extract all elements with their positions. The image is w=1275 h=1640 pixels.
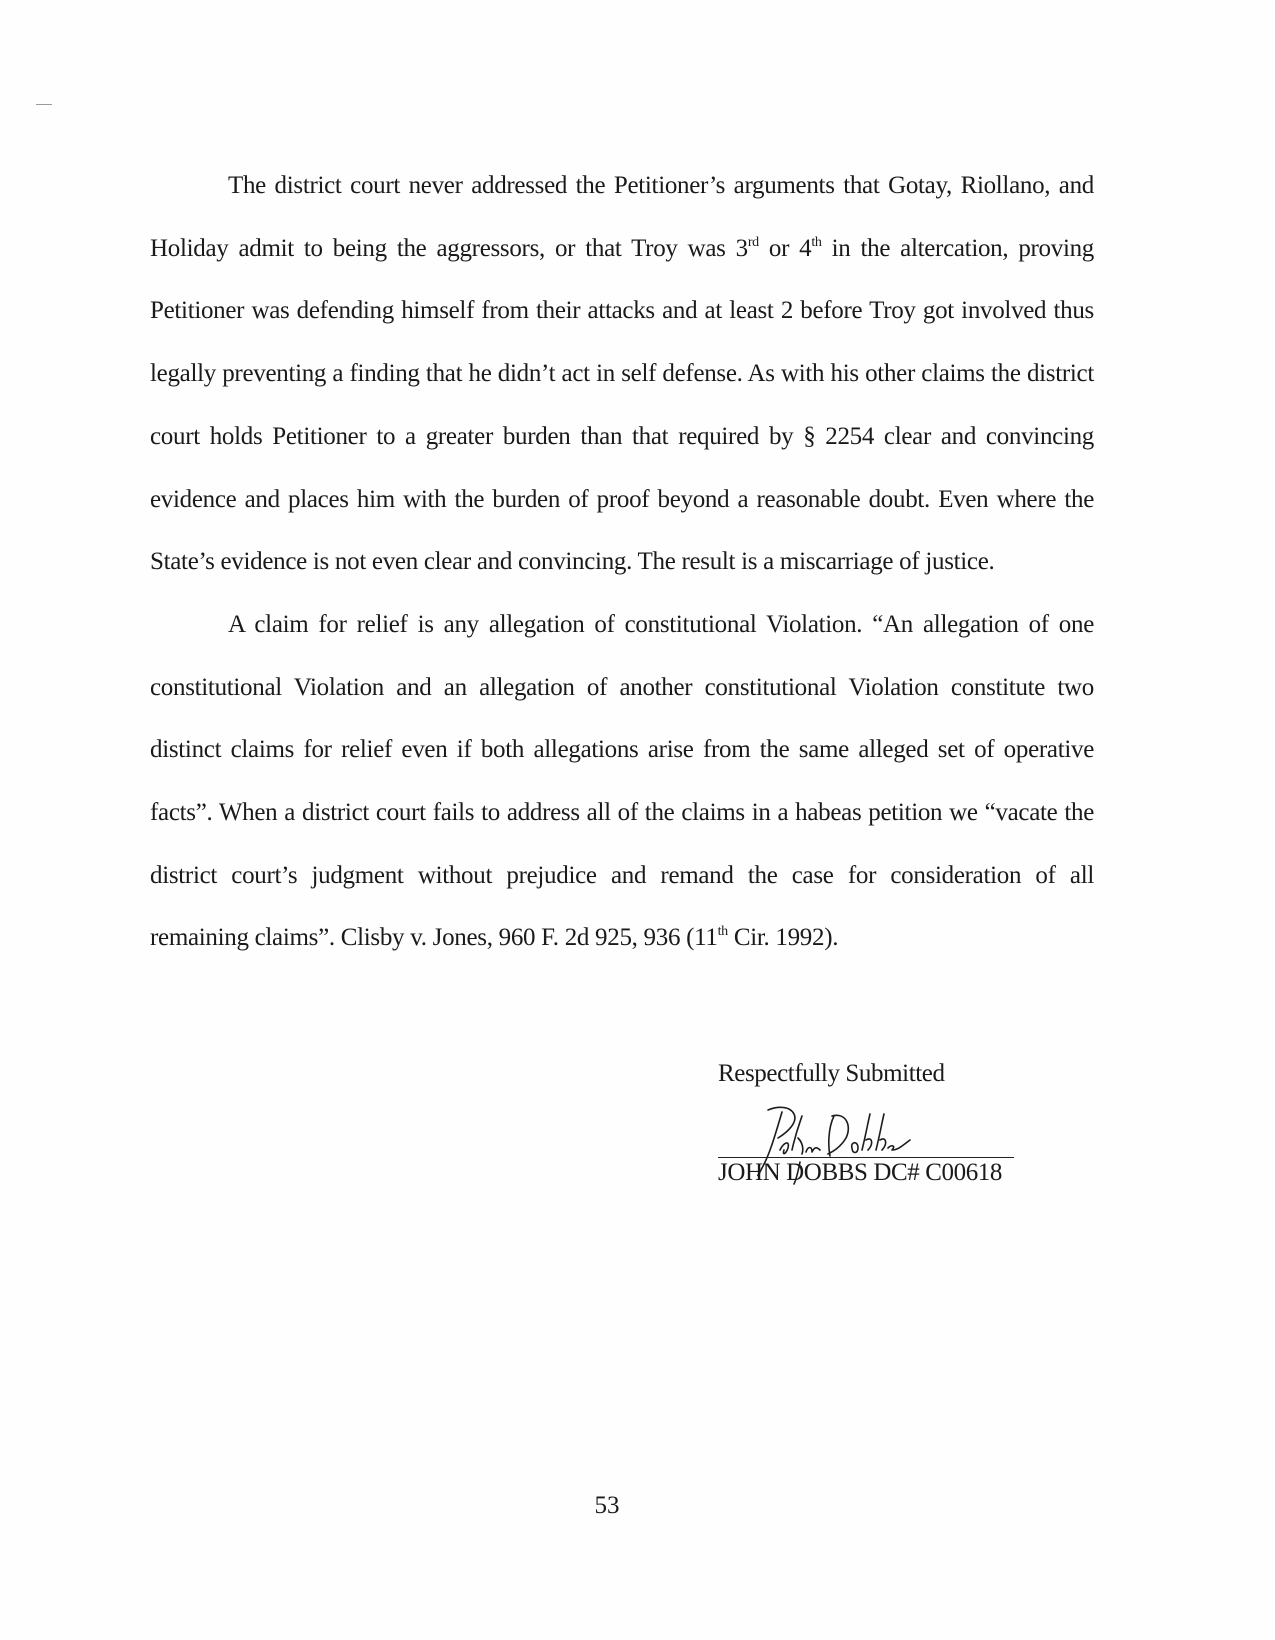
paragraph-text: in the altercation, proving Petitioner was defending himself from their attacks and at least 2 before Troy got involved thus legally preventing a finding that he didn’t act in self defense. As with his other claims the district court holds Petitioner to a greater burden than that required by § 2254 clear and convincing evidence and places him with the burden of proof beyond a reasonable doubt. Even where the State’s evidence is not even clear and convincing. The result is a miscarriage of justice. [150, 234, 1095, 576]
paragraph-1 [150, 155, 1094, 594]
closing-text: Respectfully Submitted [718, 1060, 945, 1087]
signer-name: JOHN DOBBS DC# C00618 [718, 1159, 1003, 1186]
ordinal-suffix: rd [747, 234, 759, 250]
paragraph-text: or 4 [758, 234, 812, 262]
document-body [150, 155, 1094, 970]
ordinal-suffix: th [717, 924, 728, 940]
page-number: 53 [594, 1492, 620, 1519]
signature-line [718, 1157, 1014, 1158]
ordinal-suffix: th [811, 234, 822, 250]
paragraph-text: A claim for relief is any allegation of constitutional Violation. “An allegation of one constitutional Violation and an allegation of another constitutional Violation constitute two distinct claims for relief even if both allegations arise from the same alleged set of operative facts”. When a district court fails to address all of the claims in a habeas petition we “vacate the district court’s judgment without prejudice and remand the case for consideration of all remaining claims”. Clisby v. Jones, 960 F. 2d 925, 936 (11 [150, 610, 1094, 952]
paragraph-text: Cir. 1992). [727, 924, 839, 952]
paragraph-2 [150, 594, 1094, 970]
scan-mark [36, 104, 52, 105]
paragraph-text: The district court never addressed the Petitioner’s arguments that Gotay, Riollano, and Holiday admit to being the aggressors, or that Troy was 3 [150, 172, 1094, 262]
